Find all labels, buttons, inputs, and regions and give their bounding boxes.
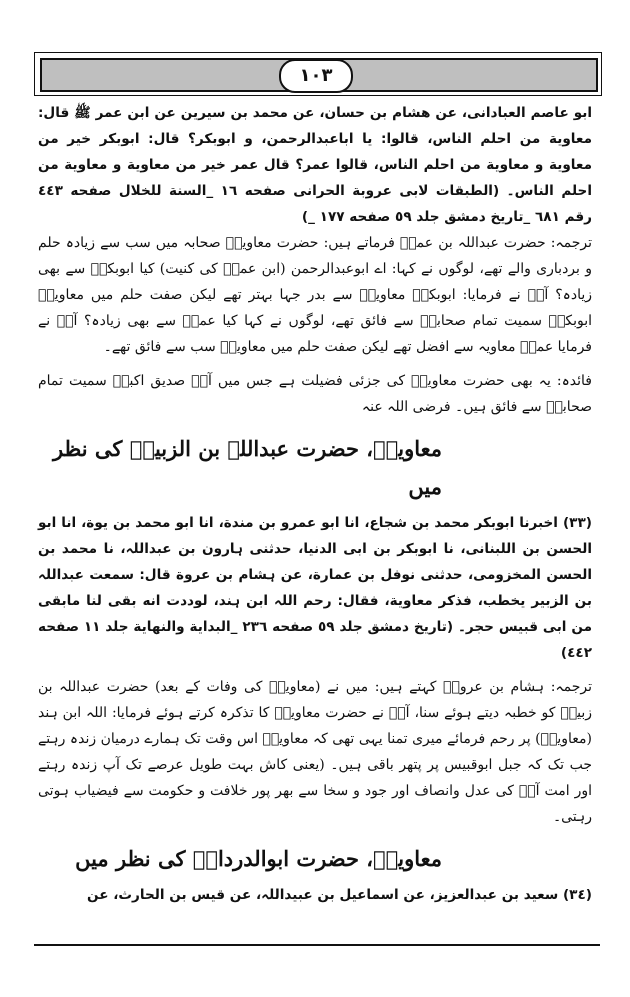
section-heading-abu-darda: معاویہؓ، حضرت ابوالدرداءؓ کی نظر میں: [75, 846, 442, 871]
arabic-narration-2: (٣٣) اخبرنا ابوبکر محمد بن شجاع، انا ابو عمرو بن مندة، انا ابو محمد بن یوة، انا ابو الحسن بن اللبنانی، نا ابوبکر بن ابی الدنیا، حدثنی ہارون بن عبداللہ، نا محمد بن الحسن المخزومی، حدثنی نوفل بن عمارة، عن ہشام بن عروة قال: سمعت عبداللہ بن الزبیر یخطب، فذکر معاویة، فقال: رحم اللہ ابن ہند، لوددت انه بقی لنا مابقی من ابی قبیس حجر۔ (تاریخ دمشق جلد ٥٩ صفحه ٢٣٦ _البدایة والنهایة جلد ١١ صفحه ٤٤٢): [38, 515, 592, 661]
urdu-translation-2: ترجمہ: ہشام بن عروہؒ کہتے ہیں: میں نے (معاویہؓ کی وفات کے بعد) حضرت عبداللہ بن زبیرؓ کو خطبہ دیتے ہوئے سنا، آپؓ نے حضرت معاویہؓ کا تذکرہ کرتے ہوئے فرمایا: اللہ ابن ہند (معاویہؓ) پر رحم فرمائے میری تمنا یہی تھی کہ معاویہؓ اس وقت تک ہمارے درمیان زندہ رہتے جب تک کہ جبل ابوقبیس پر پتھر باقی ہیں۔ (یعنی کاش بہت طویل عرصے تک آپ زندہ رہتے اور امت آپؓ کی عدل وانصاف اور جود و سخا سے بھر پور خلافت و حکومت سے فیضیاب ہوتی رہتی۔: [38, 679, 592, 825]
arabic-narration-3: (٣٤) سعید بن عبدالعزیز، عن اسماعیل بن عبیداللہ، عن قیس بن الحارث، عن: [86, 887, 592, 903]
benefit-note: فائدہ: یہ بھی حضرت معاویہؓ کی جزئی فضیلت ہے جس میں آپؓ صدیق اکبرؓ سمیت تمام صحابہؓ سے فائق ہیں۔ فرضی اللہ عنہ: [38, 373, 592, 415]
section-heading-ibn-zubair: معاویہؓ، حضرت عبداللہ بن الزبیرؓ کی نظر میں: [52, 436, 442, 499]
urdu-translation-1: ترجمہ: حضرت عبداللہ بن عمرؓ فرماتے ہیں: حضرت معاویہؓ صحابہ میں سب سے زیادہ حلم و بردباری والے تھے، لوگوں نے کہا: اے ابوعبدالرحمن (ابن عمرؓ کی کنیت) کیا ابوبکرؓ سے بھی زیادہ؟ آپؓ نے فرمایا: ابوبکرؓ معاویہؓ سے بدر جہا بہتر تھے لیکن صفت حلم میں معاویہؓ ابوبکرؓ سمیت تمام صحابہؓ سے فائق تھے، لوگوں نے کہا کیا عمرؓ سے بھی زیادہ؟ آپؓ نے فرمایا عمرؓ معاویہ سے افضل تھے لیکن صفت حلم میں معاویہؓ سب سے فائق تھے۔: [38, 235, 592, 355]
page-number: ١٠٣: [279, 59, 353, 93]
arabic-narration-1: ابو عاصم العبادانی، عن هشام بن حسان، عن محمد بن سیرین عن ابن عمر ﷺ قال: معاویة من احلم الناس، قالوا: یا اباعبدالرحمن، و ابوبکر؟ قال: ابوبکر خیر من معاویة و معاویة من احلم الناس، قالوا عمر؟ قال عمر خیر من معاویة و معاویة من احلم الناس۔ (الطبقات لابی عروبة الحرانی صفحه ١٦ _السنة للخلال صفحه ٤٤٣ رقم ٦٨١ _تاریخ دمشق جلد ٥٩ صفحه ١٧٧ _): [38, 105, 592, 225]
footer-rule: [34, 944, 600, 946]
page-content: [38, 100, 592, 908]
